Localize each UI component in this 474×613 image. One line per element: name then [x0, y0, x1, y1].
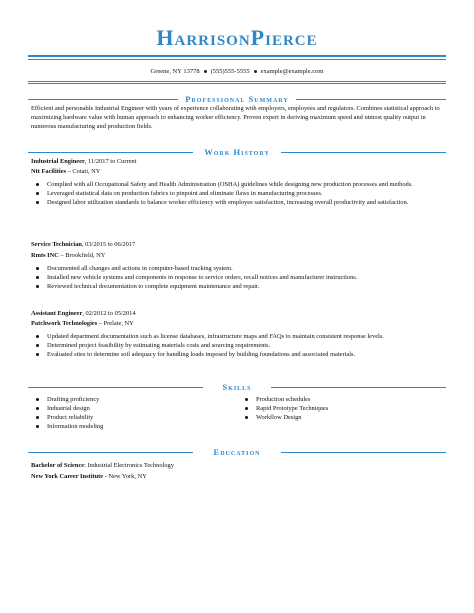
list-item: Industrial design	[31, 404, 231, 413]
job-bullets	[31, 332, 443, 359]
education-heading	[28, 447, 446, 457]
list-item: Designed labor utilization standards to balance worker efficiency with employee satisfaction, increasing overall productivity and satisfaction.	[31, 198, 443, 207]
job-title-line	[31, 157, 136, 166]
work-heading	[28, 147, 446, 157]
header-rule	[28, 55, 446, 57]
job-title-line	[31, 240, 135, 249]
bullet-icon	[245, 398, 248, 401]
job-dates: , 03/2015 to 06/2017	[81, 241, 136, 248]
skills-heading-label: Skills	[222, 382, 252, 392]
company-location: – Cotati, NY	[65, 168, 101, 175]
summary-heading	[28, 94, 446, 104]
header-rule-thin	[28, 59, 446, 60]
school-location: - New York, NY	[103, 473, 147, 480]
separator-dot	[204, 70, 207, 73]
education-heading-label: Education	[213, 447, 261, 457]
bullet-icon	[36, 285, 39, 288]
contact-phone: (555)555-5555	[210, 68, 250, 75]
bullet-icon	[245, 416, 248, 419]
list-item: Documented all changes and actions in computer-based tracking system.	[31, 264, 443, 273]
degree: Bachelor of Science	[31, 462, 85, 469]
job-title: Service Technician	[31, 241, 82, 248]
last-name: Pierce	[250, 25, 318, 50]
skills-heading	[28, 382, 446, 392]
job-company-line	[31, 167, 100, 176]
first-name: Harrison	[156, 25, 251, 50]
bullet-icon	[36, 192, 39, 195]
contact-location: Greene, NY 13778	[150, 68, 200, 75]
list-item: Product reliability	[31, 413, 231, 422]
job-bullets	[31, 264, 443, 291]
company-location: – Prelate, NY	[97, 320, 134, 327]
field-of-study: : Industrial Electronics Technology	[84, 462, 174, 469]
list-item: Installed new vehicle systems and components in response to service orders, recall notices and manufacturer instructions.	[31, 273, 443, 282]
job-company-line	[31, 319, 134, 328]
bullet-icon	[36, 353, 39, 356]
list-item: Evaluated sites to determine soil adequacy for handling loads imposed by building foundations and associated materials.	[31, 350, 443, 359]
job-title: Industrial Engineer	[31, 158, 85, 165]
candidate-name	[0, 27, 474, 49]
list-item: Information modeling	[31, 422, 231, 431]
list-item: Workflow Design	[240, 413, 440, 422]
list-item: Updated department documentation such as license databases, infrastructure maps and FAQs to maintain consistent response levels.	[31, 332, 443, 341]
contact-email: example@example.com	[260, 68, 324, 75]
job-bullets	[31, 180, 443, 207]
job-title-line	[31, 309, 136, 318]
company-name: Patchwork Technologies	[31, 320, 98, 327]
job-dates: , 11/2017 to Current	[84, 158, 137, 165]
bullet-icon	[36, 201, 39, 204]
bullet-icon	[245, 407, 248, 410]
list-item: Determined project feasibility by estimating materials costs and sourcing requirements.	[31, 341, 443, 350]
list-item: Reviewed technical documentation to complete equipment maintenance and repair.	[31, 282, 443, 291]
list-item: Drafting proficiency	[31, 395, 231, 404]
list-item: Complied with all Occupational Safety and Health Administration (OSHA) guidelines while designing new production processes and methods.	[31, 180, 443, 189]
skills-list-left	[31, 395, 231, 431]
education-degree-line	[31, 461, 174, 470]
bullet-icon	[36, 344, 39, 347]
bullet-icon	[36, 267, 39, 270]
bullet-icon	[36, 276, 39, 279]
education-school-line	[31, 472, 147, 481]
school-name: New York Career Institute	[31, 473, 104, 480]
summary-heading-label: Professional Summary	[185, 94, 289, 104]
bullet-icon	[36, 407, 39, 410]
contact-rule	[28, 81, 446, 82]
job-company-line	[31, 251, 105, 260]
skills-list-right	[240, 395, 440, 422]
company-location: – Brookfield, NY	[58, 252, 106, 259]
summary-text: Efficient and personable Industrial Engineer with years of experience collaborating with employers, employees and regulators. Combines statistical approach to maximizing hardware value with human approach to enhancing worker efficiency. Proven expert in deriving maximum speed and utmost quality output in numerous manufacturing and production fields.	[31, 105, 440, 130]
job-title: Assistant Engineer	[31, 310, 83, 317]
list-item: Rapid Prototype Techniques	[240, 404, 440, 413]
bullet-icon	[36, 335, 39, 338]
contact-rule-thin	[28, 83, 446, 84]
list-item: Leveraged statistical data on production fabrics to pinpoint and eliminate flaws in manufacturing processes.	[31, 189, 443, 198]
bullet-icon	[36, 398, 39, 401]
list-item: Production schedules	[240, 395, 440, 404]
separator-dot	[254, 70, 257, 73]
bullet-icon	[36, 416, 39, 419]
bullet-icon	[36, 425, 39, 428]
company-name: Ntt Facilities	[31, 168, 66, 175]
contact-line	[0, 67, 474, 76]
company-name: Rmts INC	[31, 252, 59, 259]
bullet-icon	[36, 183, 39, 186]
job-dates: , 02/2012 to 05/2014	[82, 310, 136, 317]
work-heading-label: Work History	[204, 147, 270, 157]
